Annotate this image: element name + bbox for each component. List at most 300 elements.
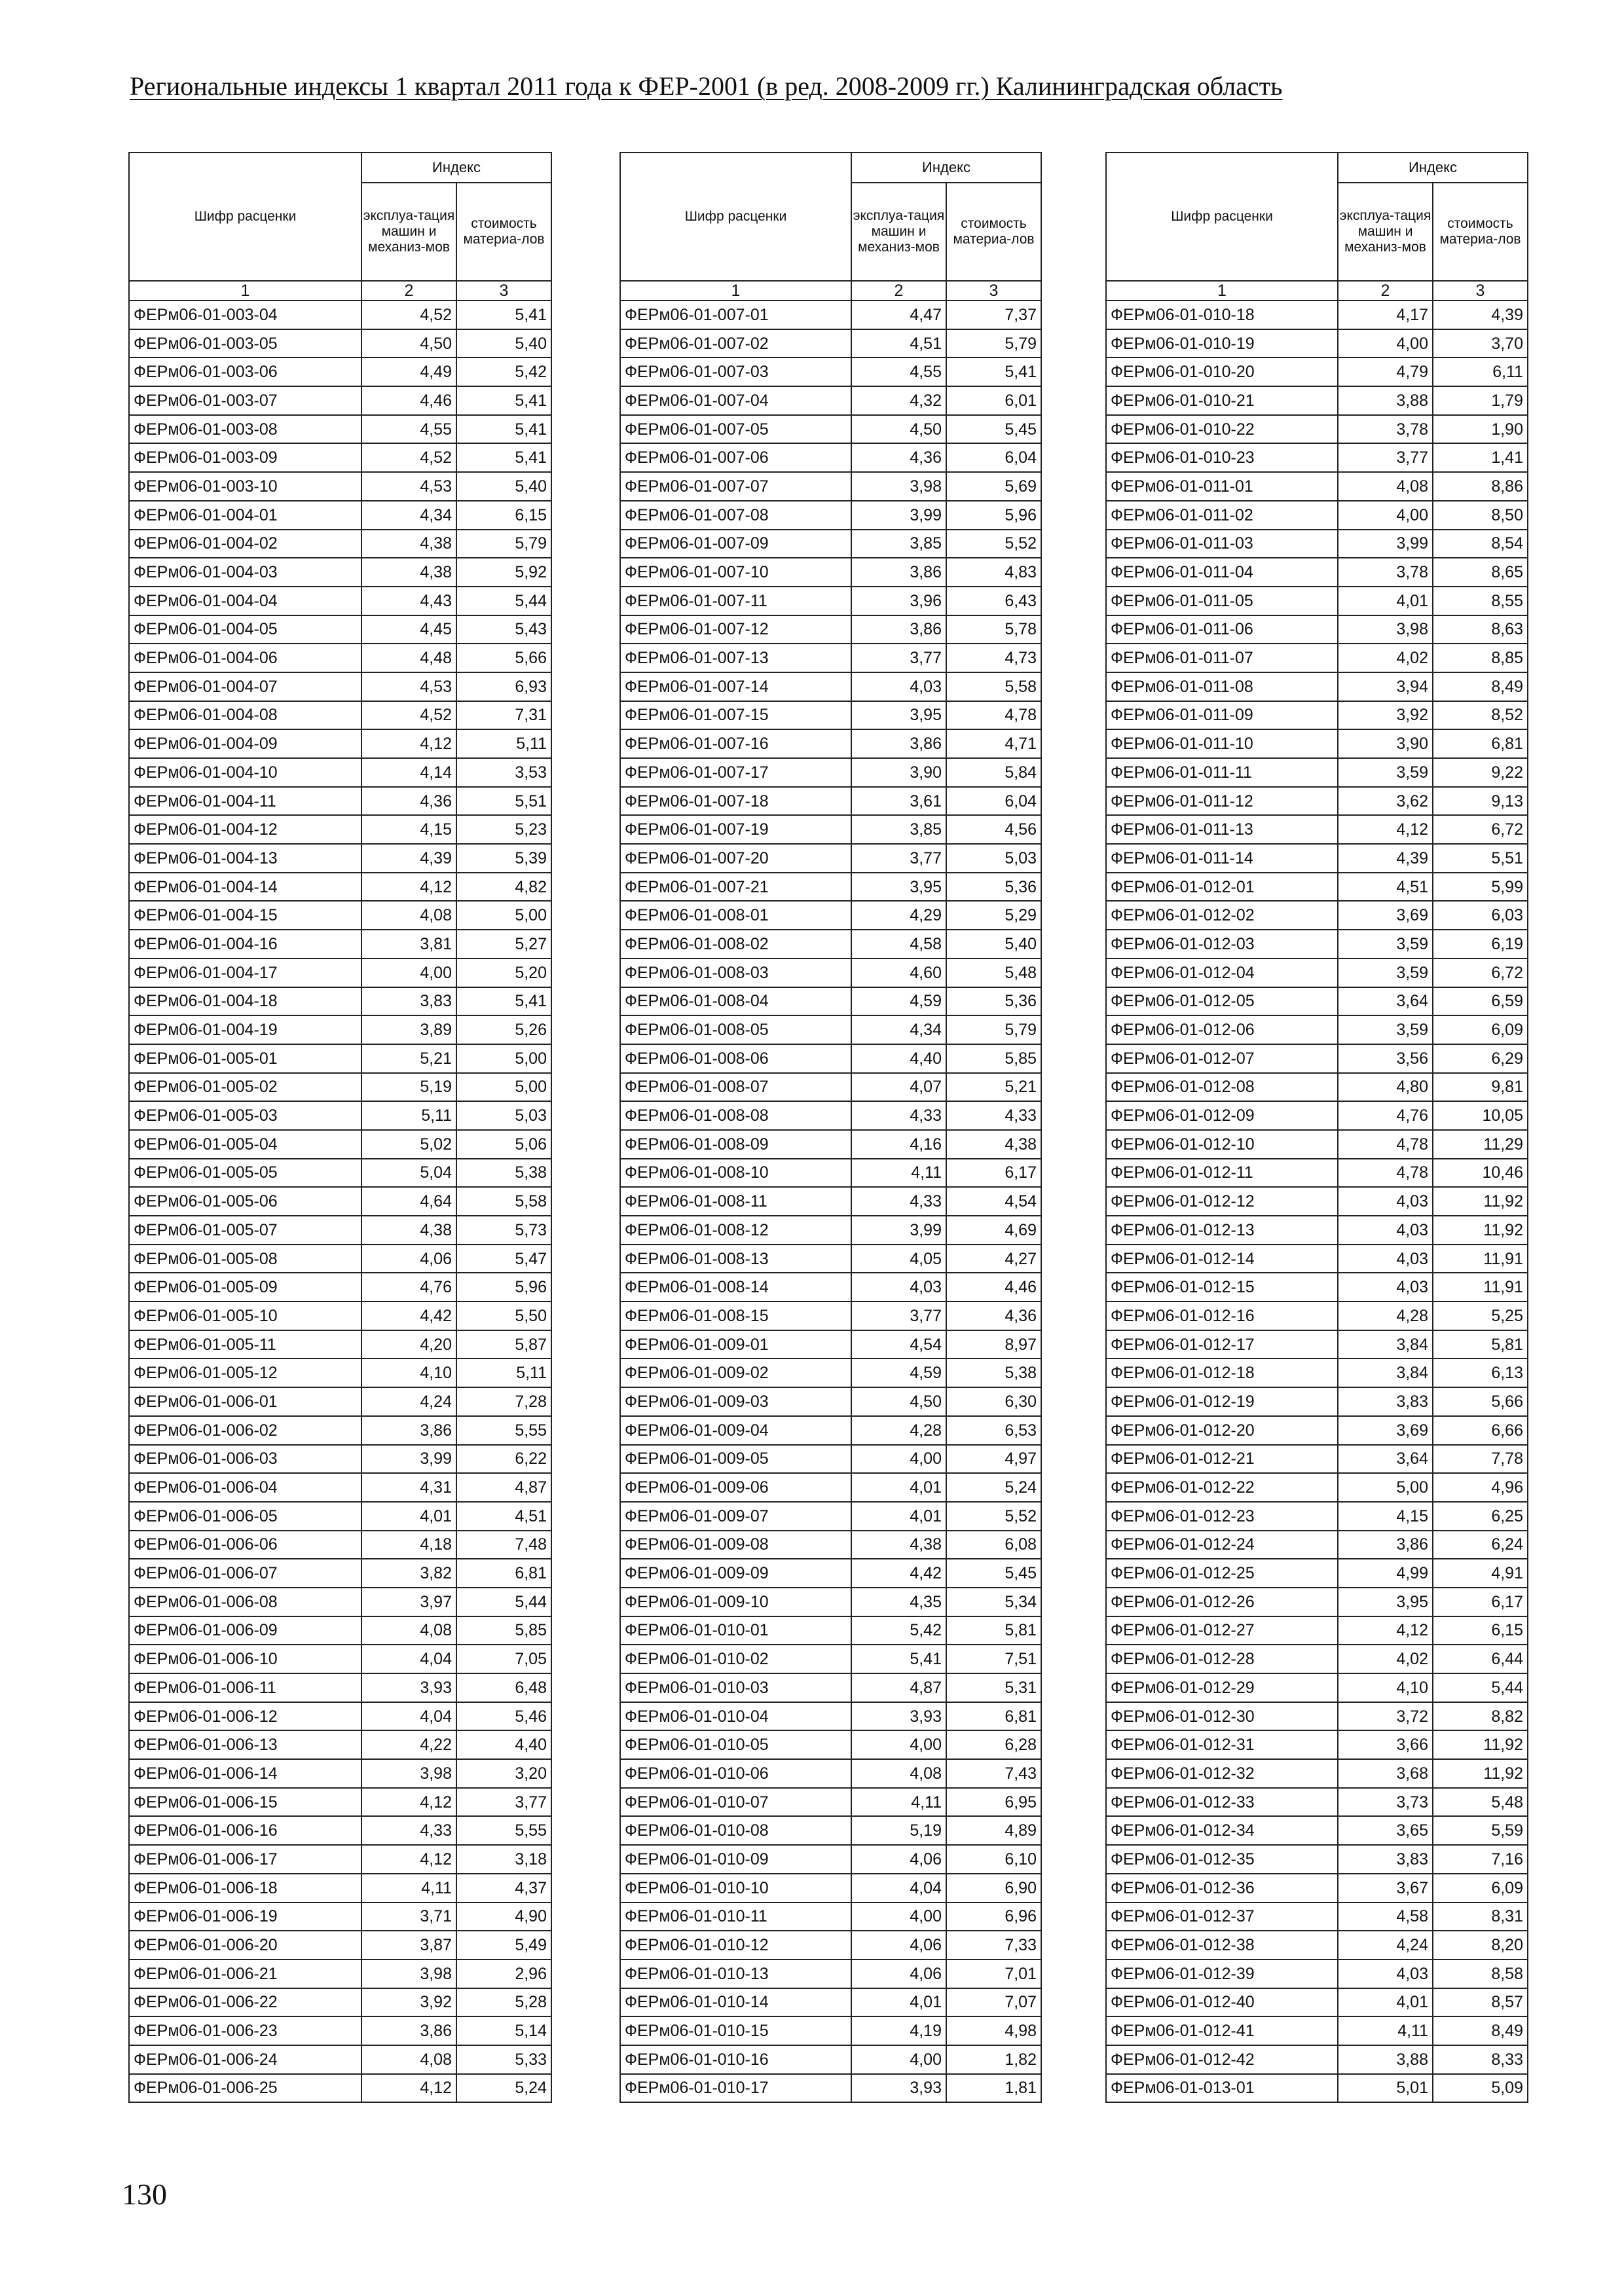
table-row: [129, 844, 551, 873]
materials-index-cell: 8,82: [1433, 1702, 1528, 1731]
table-row: [129, 1531, 551, 1559]
rate-code-cell: ФЕРм06-01-010-21: [1106, 386, 1338, 415]
machines-index-cell: 3,99: [361, 1445, 456, 1474]
machines-index-cell: 4,11: [1338, 2016, 1433, 2045]
rate-code-cell: ФЕРм06-01-010-03: [620, 1673, 851, 1702]
table-row: [1106, 1874, 1528, 1903]
materials-index-cell: 6,72: [1433, 815, 1528, 844]
table-row: [129, 1702, 551, 1731]
table-row: [1106, 1673, 1528, 1702]
machines-index-cell: 3,64: [1338, 987, 1433, 1016]
materials-index-cell: 3,20: [456, 1759, 551, 1788]
table-row: [620, 2016, 1041, 2045]
table-row: [129, 1673, 551, 1702]
machines-index-cell: 4,76: [361, 1273, 456, 1302]
machines-index-cell: 4,12: [361, 1788, 456, 1817]
rate-code-cell: ФЕРм06-01-005-03: [129, 1101, 361, 1130]
rate-code-cell: ФЕРм06-01-005-11: [129, 1330, 361, 1359]
materials-index-cell: 1,90: [1433, 415, 1528, 444]
materials-index-cell: 6,90: [946, 1874, 1041, 1903]
materials-index-cell: 4,46: [946, 1273, 1041, 1302]
machines-index-cell: 4,12: [361, 729, 456, 758]
table-row: [129, 1273, 551, 1302]
table-row: [1106, 530, 1528, 558]
machines-index-cell: 4,02: [1338, 644, 1433, 672]
machines-index-cell: 4,05: [851, 1245, 946, 1273]
rate-code-cell: ФЕРм06-01-003-10: [129, 472, 361, 501]
rate-code-cell: ФЕРм06-01-007-14: [620, 672, 851, 701]
materials-index-cell: 7,07: [946, 1988, 1041, 2017]
machines-index-cell: 4,80: [1338, 1073, 1433, 1102]
rate-code-cell: ФЕРм06-01-007-07: [620, 472, 851, 501]
rate-code-cell: ФЕРм06-01-005-08: [129, 1245, 361, 1273]
materials-index-cell: 5,31: [946, 1673, 1041, 1702]
rate-code-cell: ФЕРм06-01-012-29: [1106, 1673, 1338, 1702]
table-row: [1106, 1187, 1528, 1216]
rate-code-cell: ФЕРм06-01-007-08: [620, 501, 851, 530]
materials-index-cell: 10,05: [1433, 1101, 1528, 1130]
rate-code-cell: ФЕРм06-01-005-02: [129, 1073, 361, 1102]
rate-code-cell: ФЕРм06-01-012-38: [1106, 1931, 1338, 1959]
rate-code-cell: ФЕРм06-01-006-10: [129, 1645, 361, 1673]
materials-index-cell: 4,98: [946, 2016, 1041, 2045]
materials-index-cell: 4,56: [946, 815, 1041, 844]
table-row: [1106, 729, 1528, 758]
materials-index-cell: 5,49: [456, 1931, 551, 1959]
machines-index-cell: 4,00: [361, 958, 456, 987]
table-row: [620, 1959, 1041, 1988]
rate-code-cell: ФЕРм06-01-004-14: [129, 873, 361, 902]
materials-index-cell: 7,78: [1433, 1445, 1528, 1474]
materials-index-cell: 3,18: [456, 1845, 551, 1874]
rate-code-cell: ФЕРм06-01-006-03: [129, 1445, 361, 1474]
table-row: [1106, 1015, 1528, 1044]
rate-code-cell: ФЕРм06-01-008-10: [620, 1159, 851, 1188]
materials-index-cell: 5,84: [946, 758, 1041, 787]
table-row: [620, 1101, 1041, 1130]
rate-code-cell: ФЕРм06-01-005-12: [129, 1358, 361, 1387]
table-row: [620, 844, 1041, 873]
machines-index-cell: 3,73: [1338, 1788, 1433, 1817]
materials-index-cell: 5,11: [456, 729, 551, 758]
machines-index-cell: 4,11: [851, 1159, 946, 1188]
header-col-3: 3: [456, 281, 551, 301]
machines-index-cell: 4,47: [851, 301, 946, 329]
table-row: [129, 873, 551, 902]
materials-index-cell: 5,14: [456, 2016, 551, 2045]
table-row: [129, 1015, 551, 1044]
table-row: [1106, 301, 1528, 329]
rate-code-cell: ФЕРм06-01-008-07: [620, 1073, 851, 1102]
materials-index-cell: 3,53: [456, 758, 551, 787]
rate-code-cell: ФЕРм06-01-009-07: [620, 1502, 851, 1531]
table-row: [620, 729, 1041, 758]
rate-code-cell: ФЕРм06-01-007-19: [620, 815, 851, 844]
materials-index-cell: 5,73: [456, 1216, 551, 1245]
table-row: [620, 1759, 1041, 1788]
table-row: [1106, 930, 1528, 958]
machines-index-cell: 4,53: [361, 472, 456, 501]
rate-code-cell: ФЕРм06-01-011-03: [1106, 530, 1338, 558]
machines-index-cell: 4,49: [361, 357, 456, 386]
table-row: [620, 386, 1041, 415]
rate-code-cell: ФЕРм06-01-009-10: [620, 1588, 851, 1616]
materials-index-cell: 5,03: [946, 844, 1041, 873]
table-row: [620, 1044, 1041, 1073]
rate-code-cell: ФЕРм06-01-011-02: [1106, 501, 1338, 530]
rate-code-cell: ФЕРм06-01-009-05: [620, 1445, 851, 1474]
materials-index-cell: 5,42: [456, 357, 551, 386]
rate-code-cell: ФЕРм06-01-008-05: [620, 1015, 851, 1044]
materials-index-cell: 9,81: [1433, 1073, 1528, 1102]
machines-index-cell: 3,67: [1338, 1874, 1433, 1903]
table-row: [620, 1673, 1041, 1702]
machines-index-cell: 4,33: [851, 1101, 946, 1130]
rate-code-cell: ФЕРм06-01-011-11: [1106, 758, 1338, 787]
table-row: [620, 1245, 1041, 1273]
materials-index-cell: 5,23: [456, 815, 551, 844]
rate-code-cell: ФЕРм06-01-010-02: [620, 1645, 851, 1673]
rate-code-cell: ФЕРм06-01-012-13: [1106, 1216, 1338, 1245]
machines-index-cell: 3,77: [851, 1302, 946, 1330]
header-index: Индекс: [851, 153, 1041, 183]
table-row: [129, 815, 551, 844]
header-index: Индекс: [361, 153, 551, 183]
materials-index-cell: 5,78: [946, 615, 1041, 644]
materials-index-cell: 11,91: [1433, 1245, 1528, 1273]
machines-index-cell: 3,82: [361, 1559, 456, 1588]
materials-index-cell: 8,55: [1433, 587, 1528, 615]
table-row: [620, 1073, 1041, 1102]
machines-index-cell: 4,34: [361, 501, 456, 530]
machines-index-cell: 4,31: [361, 1473, 456, 1502]
rate-code-cell: ФЕРм06-01-007-05: [620, 415, 851, 444]
rate-code-cell: ФЕРм06-01-008-08: [620, 1101, 851, 1130]
table-row: [129, 472, 551, 501]
machines-index-cell: 3,77: [851, 644, 946, 672]
table-row: [620, 530, 1041, 558]
materials-index-cell: 6,81: [456, 1559, 551, 1588]
table-row: [620, 1730, 1041, 1759]
machines-index-cell: 3,86: [361, 1416, 456, 1445]
machines-index-cell: 3,78: [1338, 415, 1433, 444]
table-row: [129, 1302, 551, 1330]
table-row: [620, 1531, 1041, 1559]
materials-index-cell: 5,45: [946, 1559, 1041, 1588]
rate-code-cell: ФЕРм06-01-008-15: [620, 1302, 851, 1330]
materials-index-cell: 6,66: [1433, 1416, 1528, 1445]
machines-index-cell: 3,98: [1338, 615, 1433, 644]
materials-index-cell: 5,38: [946, 1358, 1041, 1387]
table-row: [620, 558, 1041, 587]
machines-index-cell: 3,77: [851, 844, 946, 873]
rate-code-cell: ФЕРм06-01-005-09: [129, 1273, 361, 1302]
machines-index-cell: 4,16: [851, 1130, 946, 1159]
machines-index-cell: 5,01: [1338, 2074, 1433, 2103]
machines-index-cell: 4,50: [851, 1387, 946, 1416]
materials-index-cell: 6,03: [1433, 901, 1528, 930]
materials-index-cell: 5,51: [1433, 844, 1528, 873]
materials-index-cell: 5,06: [456, 1130, 551, 1159]
machines-index-cell: 3,86: [851, 729, 946, 758]
table-row: [129, 301, 551, 329]
rate-code-cell: ФЕРм06-01-012-20: [1106, 1416, 1338, 1445]
materials-index-cell: 5,79: [456, 530, 551, 558]
machines-index-cell: 4,29: [851, 901, 946, 930]
materials-index-cell: 6,11: [1433, 357, 1528, 386]
table-row: [129, 1559, 551, 1588]
rate-code-cell: ФЕРм06-01-010-06: [620, 1759, 851, 1788]
machines-index-cell: 3,97: [361, 1588, 456, 1616]
rate-code-cell: ФЕРм06-01-004-18: [129, 987, 361, 1016]
machines-index-cell: 3,88: [1338, 386, 1433, 415]
rate-code-cell: ФЕРм06-01-009-04: [620, 1416, 851, 1445]
header-col-2: 2: [1338, 281, 1433, 301]
table-row: [129, 1473, 551, 1502]
rate-code-cell: ФЕРм06-01-006-23: [129, 2016, 361, 2045]
machines-index-cell: 4,52: [361, 443, 456, 472]
machines-index-cell: 4,35: [851, 1588, 946, 1616]
rate-code-cell: ФЕРм06-01-007-11: [620, 587, 851, 615]
materials-index-cell: 1,82: [946, 2045, 1041, 2074]
materials-index-cell: 8,20: [1433, 1931, 1528, 1959]
rate-code-cell: ФЕРм06-01-012-33: [1106, 1788, 1338, 1817]
machines-index-cell: 4,01: [851, 1988, 946, 2017]
materials-index-cell: 5,24: [946, 1473, 1041, 1502]
machines-index-cell: 4,06: [851, 1931, 946, 1959]
materials-index-cell: 4,89: [946, 1816, 1041, 1845]
materials-index-cell: 8,54: [1433, 530, 1528, 558]
machines-index-cell: 4,34: [851, 1015, 946, 1044]
materials-index-cell: 6,25: [1433, 1502, 1528, 1531]
machines-index-cell: 3,84: [1338, 1330, 1433, 1359]
rate-code-cell: ФЕРм06-01-004-12: [129, 815, 361, 844]
machines-index-cell: 3,78: [1338, 558, 1433, 587]
rate-code-cell: ФЕРм06-01-007-02: [620, 329, 851, 358]
table-row: [620, 415, 1041, 444]
machines-index-cell: 4,15: [1338, 1502, 1433, 1531]
materials-index-cell: 5,59: [1433, 1816, 1528, 1845]
materials-index-cell: 5,85: [946, 1044, 1041, 1073]
rate-code-cell: ФЕРм06-01-006-13: [129, 1730, 361, 1759]
table-row: [1106, 1302, 1528, 1330]
header-col-1: 1: [620, 281, 851, 301]
materials-index-cell: 8,33: [1433, 2045, 1528, 2074]
materials-index-cell: 8,86: [1433, 472, 1528, 501]
rate-code-cell: ФЕРм06-01-006-02: [129, 1416, 361, 1445]
machines-index-cell: 4,79: [1338, 357, 1433, 386]
table-row: [620, 587, 1041, 615]
materials-index-cell: 8,58: [1433, 1959, 1528, 1988]
rate-code-cell: ФЕРм06-01-006-25: [129, 2074, 361, 2103]
machines-index-cell: 4,36: [361, 787, 456, 816]
materials-index-cell: 5,81: [1433, 1330, 1528, 1359]
table-row: [620, 1931, 1041, 1959]
rate-code-cell: ФЕРм06-01-008-11: [620, 1187, 851, 1216]
rate-code-cell: ФЕРм06-01-011-05: [1106, 587, 1338, 615]
table-row: [620, 1616, 1041, 1645]
materials-index-cell: 6,08: [946, 1531, 1041, 1559]
rate-code-cell: ФЕРм06-01-012-11: [1106, 1159, 1338, 1188]
materials-index-cell: 11,29: [1433, 1130, 1528, 1159]
machines-index-cell: 4,55: [851, 357, 946, 386]
materials-index-cell: 5,87: [456, 1330, 551, 1359]
materials-index-cell: 5,43: [456, 615, 551, 644]
rate-code-cell: ФЕРм06-01-004-02: [129, 530, 361, 558]
table-row: [1106, 2074, 1528, 2103]
page-title: Региональные индексы 1 квартал 2011 года к ФЕР-2001 (в ред. 2008-2009 гг.) Калининградская область: [130, 71, 1283, 101]
materials-index-cell: 4,51: [456, 1502, 551, 1531]
materials-index-cell: 7,01: [946, 1959, 1041, 1988]
rate-code-cell: ФЕРм06-01-004-06: [129, 644, 361, 672]
materials-index-cell: 7,33: [946, 1931, 1041, 1959]
table-row: [129, 958, 551, 987]
rate-code-cell: ФЕРм06-01-006-15: [129, 1788, 361, 1817]
rate-code-cell: ФЕРм06-01-012-41: [1106, 2016, 1338, 2045]
rate-code-cell: ФЕРм06-01-006-01: [129, 1387, 361, 1416]
rate-code-cell: ФЕРм06-01-008-09: [620, 1130, 851, 1159]
rate-code-cell: ФЕРм06-01-012-39: [1106, 1959, 1338, 1988]
materials-index-cell: 6,17: [1433, 1588, 1528, 1616]
table-row: [1106, 1959, 1528, 1988]
machines-index-cell: 3,90: [851, 758, 946, 787]
machines-index-cell: 4,00: [851, 1730, 946, 1759]
table-row: [129, 1959, 551, 1988]
table-row: [1106, 1416, 1528, 1445]
rate-code-cell: ФЕРм06-01-010-01: [620, 1616, 851, 1645]
header-machines: эксплуа-тация машин и механиз-мов: [1338, 183, 1433, 281]
rate-code-cell: ФЕРм06-01-004-03: [129, 558, 361, 587]
rate-code-cell: ФЕРм06-01-005-05: [129, 1159, 361, 1188]
rate-code-cell: ФЕРм06-01-009-02: [620, 1358, 851, 1387]
rate-code-cell: ФЕРм06-01-009-08: [620, 1531, 851, 1559]
machines-index-cell: 4,04: [851, 1874, 946, 1903]
machines-index-cell: 3,81: [361, 930, 456, 958]
materials-index-cell: 5,66: [1433, 1387, 1528, 1416]
machines-index-cell: 5,11: [361, 1101, 456, 1130]
machines-index-cell: 5,00: [1338, 1473, 1433, 1502]
table-row: [620, 472, 1041, 501]
table-row: [1106, 2016, 1528, 2045]
table-row: [129, 901, 551, 930]
rate-code-cell: ФЕРм06-01-012-03: [1106, 930, 1338, 958]
rate-code-cell: ФЕРм06-01-007-20: [620, 844, 851, 873]
rate-code-cell: ФЕРм06-01-012-01: [1106, 873, 1338, 902]
machines-index-cell: 3,59: [1338, 930, 1433, 958]
rate-code-cell: ФЕРм06-01-004-09: [129, 729, 361, 758]
materials-index-cell: 4,69: [946, 1216, 1041, 1245]
materials-index-cell: 5,79: [946, 329, 1041, 358]
machines-index-cell: 4,38: [361, 530, 456, 558]
machines-index-cell: 4,12: [1338, 815, 1433, 844]
rate-code-cell: ФЕРм06-01-012-34: [1106, 1816, 1338, 1845]
rate-code-cell: ФЕРм06-01-011-14: [1106, 844, 1338, 873]
table-row: [1106, 901, 1528, 930]
rate-code-cell: ФЕРм06-01-012-07: [1106, 1044, 1338, 1073]
machines-index-cell: 4,00: [1338, 501, 1433, 530]
machines-index-cell: 4,17: [1338, 301, 1433, 329]
machines-index-cell: 4,53: [361, 672, 456, 701]
header-machines: эксплуа-тация машин и механиз-мов: [851, 183, 946, 281]
materials-index-cell: 6,96: [946, 1903, 1041, 1931]
rate-code-cell: ФЕРм06-01-004-04: [129, 587, 361, 615]
materials-index-cell: 4,82: [456, 873, 551, 902]
header-materials: стоимость материа-лов: [1433, 183, 1528, 281]
rate-code-cell: ФЕРм06-01-007-09: [620, 530, 851, 558]
rate-code-cell: ФЕРм06-01-006-14: [129, 1759, 361, 1788]
table-row: [129, 1588, 551, 1616]
rate-code-cell: ФЕРм06-01-011-12: [1106, 787, 1338, 816]
machines-index-cell: 3,86: [851, 558, 946, 587]
materials-index-cell: 5,50: [456, 1302, 551, 1330]
machines-index-cell: 4,10: [1338, 1673, 1433, 1702]
table-row: [129, 2016, 551, 2045]
table-row: [129, 1730, 551, 1759]
table-row: [129, 558, 551, 587]
rate-code-cell: ФЕРм06-01-010-16: [620, 2045, 851, 2074]
machines-index-cell: 4,12: [1338, 1616, 1433, 1645]
rate-code-cell: ФЕРм06-01-012-14: [1106, 1245, 1338, 1273]
table-row: [620, 357, 1041, 386]
materials-index-cell: 6,29: [1433, 1044, 1528, 1073]
table-row: [1106, 501, 1528, 530]
machines-index-cell: 3,95: [851, 873, 946, 902]
machines-index-cell: 4,03: [1338, 1187, 1433, 1216]
table-row: [129, 1387, 551, 1416]
rate-code-cell: ФЕРм06-01-012-23: [1106, 1502, 1338, 1531]
table-row: [129, 329, 551, 358]
materials-index-cell: 6,04: [946, 443, 1041, 472]
table-row: [129, 1903, 551, 1931]
table-row: [1106, 2045, 1528, 2074]
materials-index-cell: 4,83: [946, 558, 1041, 587]
materials-index-cell: 5,44: [1433, 1673, 1528, 1702]
table-row: [129, 1416, 551, 1445]
materials-index-cell: 6,13: [1433, 1358, 1528, 1387]
rate-code-cell: ФЕРм06-01-011-07: [1106, 644, 1338, 672]
machines-index-cell: 5,41: [851, 1645, 946, 1673]
header-materials: стоимость материа-лов: [946, 183, 1041, 281]
header-code: Шифр расценки: [129, 153, 361, 281]
rate-code-cell: ФЕРм06-01-010-22: [1106, 415, 1338, 444]
machines-index-cell: 4,50: [851, 415, 946, 444]
rate-code-cell: ФЕРм06-01-010-10: [620, 1874, 851, 1903]
table-row: [1106, 329, 1528, 358]
machines-index-cell: 4,52: [361, 301, 456, 329]
table-row: [129, 530, 551, 558]
machines-index-cell: 4,19: [851, 2016, 946, 2045]
materials-index-cell: 8,50: [1433, 501, 1528, 530]
materials-index-cell: 6,81: [1433, 729, 1528, 758]
machines-index-cell: 3,72: [1338, 1702, 1433, 1731]
machines-index-cell: 4,33: [361, 1816, 456, 1845]
rate-code-cell: ФЕРм06-01-010-07: [620, 1788, 851, 1817]
table-row: [129, 701, 551, 730]
table-row: [1106, 415, 1528, 444]
rate-code-cell: ФЕРм06-01-006-24: [129, 2045, 361, 2074]
machines-index-cell: 5,19: [361, 1073, 456, 1102]
materials-index-cell: 5,48: [946, 958, 1041, 987]
materials-index-cell: 5,96: [456, 1273, 551, 1302]
rate-code-cell: ФЕРм06-01-012-35: [1106, 1845, 1338, 1874]
machines-index-cell: 3,65: [1338, 1816, 1433, 1845]
materials-index-cell: 8,52: [1433, 701, 1528, 730]
machines-index-cell: 4,20: [361, 1330, 456, 1359]
table-row: [620, 901, 1041, 930]
rate-code-cell: ФЕРм06-01-003-07: [129, 386, 361, 415]
machines-index-cell: 4,00: [851, 1903, 946, 1931]
machines-index-cell: 3,83: [1338, 1387, 1433, 1416]
